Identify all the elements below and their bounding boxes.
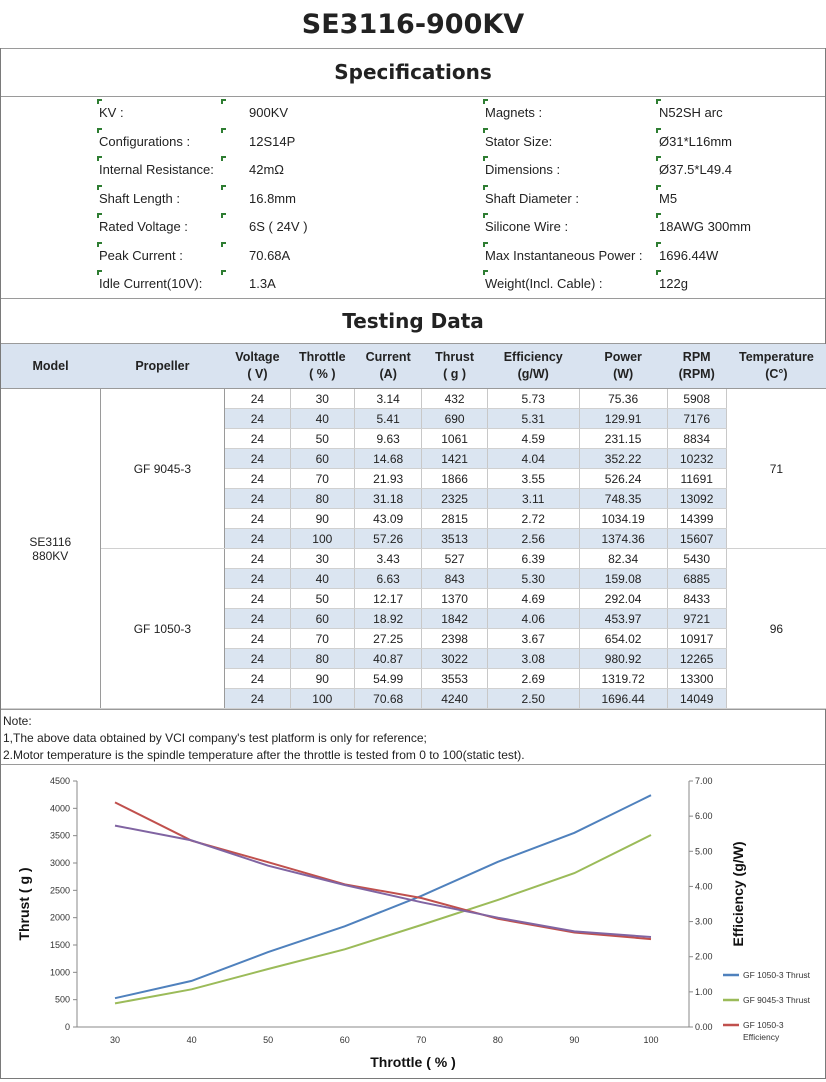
data-cell: 2.72 [487, 509, 579, 529]
data-cell: 3.11 [487, 489, 579, 509]
data-cell: 31.18 [354, 489, 421, 509]
data-cell: 75.36 [579, 389, 667, 409]
column-header [225, 344, 290, 389]
x-tick-label: 70 [416, 1035, 427, 1045]
data-cell: 9721 [667, 609, 726, 629]
data-cell: 980.92 [579, 649, 667, 669]
spec-value-left-1: 12S14P [249, 133, 296, 149]
series-line-1 [115, 835, 651, 1003]
column-header [487, 344, 579, 389]
data-cell: 70 [290, 629, 354, 649]
column-header-label: Power [604, 350, 642, 364]
legend-label: GF 1050-3 Thrust [743, 970, 810, 980]
y2-tick-label: 6.00 [695, 811, 713, 822]
column-header-unit: (C°) [765, 367, 788, 381]
data-cell: 24 [225, 389, 290, 409]
cell-marker-icon [97, 213, 102, 218]
data-cell: 30 [290, 549, 354, 569]
cell-marker-icon [221, 156, 226, 161]
data-cell: 13092 [667, 489, 726, 509]
data-cell: 3553 [422, 669, 487, 689]
data-cell: 24 [225, 489, 290, 509]
data-cell: 432 [422, 389, 487, 409]
data-cell: 50 [290, 429, 354, 449]
data-cell: 40 [290, 409, 354, 429]
data-cell: 27.25 [354, 629, 421, 649]
data-cell: 527 [422, 549, 487, 569]
spec-label-right-4: Silicone Wire : [485, 219, 569, 234]
y-tick-label: 4500 [49, 776, 70, 786]
model-name: SE3116 [29, 534, 72, 549]
model-kv: 880KV [32, 548, 69, 563]
data-cell: 90 [290, 509, 354, 529]
legend-label: Efficiency [743, 1032, 780, 1042]
data-cell: 1061 [422, 429, 487, 449]
cell-marker-icon [221, 99, 226, 104]
data-cell: 3.14 [354, 389, 421, 409]
spec-value-right-1: Ø31*L16mm [659, 133, 732, 149]
y-tick-label: 0 [64, 1022, 70, 1032]
cell-marker-icon [483, 185, 488, 190]
data-cell: 5.41 [354, 409, 421, 429]
data-cell: 40 [290, 569, 354, 589]
data-cell: 1421 [422, 449, 487, 469]
data-cell: 1034.19 [579, 509, 667, 529]
spec-value-right-5: 1696.44W [659, 247, 719, 263]
data-cell: 5430 [667, 549, 726, 569]
spec-label-right-1: Stator Size: [485, 133, 553, 149]
column-header-label: RPM [682, 350, 711, 364]
data-cell: 2.50 [487, 689, 579, 709]
spec-label-left-6: Idle Current(10V): [99, 276, 203, 291]
cell-marker-icon [97, 128, 102, 133]
data-cell: 453.97 [579, 609, 667, 629]
y-tick-label: 3500 [49, 830, 70, 841]
column-header-label: Temperature [739, 350, 814, 364]
data-cell: 2325 [422, 489, 487, 509]
data-cell: 1866 [422, 469, 487, 489]
spec-value-left-6: 1.3A [249, 276, 276, 291]
data-cell: 54.99 [354, 669, 421, 689]
cell-marker-icon [656, 99, 661, 104]
data-cell: 3.55 [487, 469, 579, 489]
spec-value-right-3: M5 [659, 190, 678, 206]
data-cell: 24 [225, 689, 290, 709]
column-header [100, 344, 225, 389]
cell-marker-icon [221, 128, 226, 133]
data-cell: 690 [422, 409, 487, 429]
data-cell: 18.92 [354, 609, 421, 629]
y2-tick-label: 2.00 [695, 951, 713, 962]
data-cell: 4.69 [487, 589, 579, 609]
column-header [354, 344, 421, 389]
spec-label-left-5: Peak Current : [99, 247, 183, 263]
data-cell: 24 [225, 409, 290, 429]
column-header-unit: (RPM) [678, 367, 715, 381]
data-cell: 70.68 [354, 689, 421, 709]
notes-title: Note: [3, 714, 32, 728]
spec-label-right-5: Max Instantaneous Power : [485, 247, 643, 263]
data-cell: 14.68 [354, 449, 421, 469]
data-cell: 1374.36 [579, 529, 667, 549]
data-cell: 292.04 [579, 589, 667, 609]
cell-marker-icon [97, 156, 102, 161]
cell-marker-icon [221, 242, 226, 247]
data-cell: 843 [422, 569, 487, 589]
legend-label: GF 1050-3 [743, 1020, 784, 1030]
data-cell: 6885 [667, 569, 726, 589]
cell-marker-icon [221, 270, 226, 275]
data-cell: 352.22 [579, 449, 667, 469]
data-cell: 30 [290, 389, 354, 409]
y-tick-label: 1500 [49, 940, 70, 950]
data-cell: 1319.72 [579, 669, 667, 689]
series-line-3 [115, 826, 651, 937]
cell-marker-icon [483, 242, 488, 247]
cell-marker-icon [483, 99, 488, 104]
data-cell: 4240 [422, 689, 487, 709]
column-header [579, 344, 667, 389]
cell-marker-icon [221, 213, 226, 218]
spec-value-left-0: 900KV [249, 105, 289, 120]
x-tick-label: 60 [339, 1035, 350, 1045]
cell-marker-icon [483, 156, 488, 161]
data-cell: 57.26 [354, 529, 421, 549]
data-cell: 60 [290, 449, 354, 469]
column-header [290, 344, 354, 389]
data-cell: 2398 [422, 629, 487, 649]
x-axis-title: Throttle ( % ) [370, 1054, 456, 1070]
data-cell: 24 [225, 549, 290, 569]
data-cell: 3513 [422, 529, 487, 549]
x-tick-label: 50 [263, 1035, 274, 1045]
thrust-efficiency-chart [1, 765, 825, 1077]
cell-marker-icon [483, 128, 488, 133]
cell-marker-icon [483, 270, 488, 275]
spec-label-right-3: Shaft Diameter : [485, 190, 579, 206]
testing-data-table [1, 344, 826, 709]
data-cell: 1842 [422, 609, 487, 629]
temperature-cell: 71 [726, 389, 826, 549]
column-header-label: Thrust [435, 350, 475, 364]
column-header-label: Model [32, 358, 69, 373]
data-cell: 1696.44 [579, 689, 667, 709]
data-cell: 748.35 [579, 489, 667, 509]
column-header-label: Efficiency [503, 350, 563, 364]
notes-section [1, 709, 825, 765]
spec-value-right-0: N52SH arc [659, 105, 723, 120]
column-header [422, 344, 487, 389]
data-cell: 10232 [667, 449, 726, 469]
y2-tick-label: 0.00 [695, 1022, 713, 1032]
spec-label-left-4: Rated Voltage : [99, 219, 188, 234]
cell-marker-icon [656, 213, 661, 218]
data-cell: 14049 [667, 689, 726, 709]
column-header-unit: (W) [613, 367, 634, 381]
data-cell: 24 [225, 569, 290, 589]
data-cell: 7176 [667, 409, 726, 429]
cell-marker-icon [97, 242, 102, 247]
page-title: SE3116-900KV [0, 0, 826, 49]
data-cell: 2.69 [487, 669, 579, 689]
cell-marker-icon [97, 270, 102, 275]
spec-value-right-4: 18AWG 300mm [659, 219, 751, 234]
data-cell: 654.02 [579, 629, 667, 649]
data-cell: 100 [290, 529, 354, 549]
spec-value-left-2: 42mΩ [249, 162, 285, 177]
x-tick-label: 30 [109, 1035, 121, 1045]
data-cell: 3.43 [354, 549, 421, 569]
testing-data-heading: Testing Data [1, 299, 825, 344]
column-header-unit: ( % ) [309, 367, 336, 381]
data-cell: 5908 [667, 389, 726, 409]
data-cell: 24 [225, 669, 290, 689]
x-tick-label: 100 [643, 1035, 659, 1045]
data-cell: 24 [225, 529, 290, 549]
spec-label-left-1: Configurations : [99, 133, 191, 149]
temperature-cell: 96 [726, 549, 826, 709]
spec-value-left-4: 6S ( 24V ) [249, 219, 308, 234]
x-tick-label: 90 [569, 1035, 580, 1045]
spec-value-left-5: 70.68A [249, 247, 291, 263]
data-cell: 4.59 [487, 429, 579, 449]
data-cell: 3022 [422, 649, 487, 669]
spec-label-left-3: Shaft Length : [99, 190, 180, 206]
spec-label-left-2: Internal Resistance: [99, 162, 214, 177]
cell-marker-icon [221, 185, 226, 190]
data-cell: 43.09 [354, 509, 421, 529]
spec-label-right-6: Weight(Incl. Cable) : [485, 276, 603, 291]
data-cell: 5.30 [487, 569, 579, 589]
data-cell: 8834 [667, 429, 726, 449]
data-cell: 24 [225, 609, 290, 629]
note-line-1: 1,The above data obtained by VCI company's test platform is only for reference; [3, 731, 427, 745]
note-line-2: 2.Motor temperature is the spindle temperature after the throttle is tested from 0 to 100(static test). [3, 748, 525, 762]
data-cell: 12265 [667, 649, 726, 669]
column-header-label: Voltage [235, 350, 280, 364]
cell-marker-icon [97, 99, 102, 104]
column-header-label: Propeller [135, 358, 190, 373]
model-cell [1, 389, 100, 709]
cell-marker-icon [483, 213, 488, 218]
data-cell: 24 [225, 449, 290, 469]
data-cell: 10917 [667, 629, 726, 649]
y-tick-label: 2000 [49, 912, 70, 923]
data-cell: 12.17 [354, 589, 421, 609]
data-cell: 40.87 [354, 649, 421, 669]
column-header-unit: (g/W) [517, 367, 549, 381]
data-cell: 231.15 [579, 429, 667, 449]
data-cell: 5.31 [487, 409, 579, 429]
column-header-unit: (A) [379, 367, 397, 381]
y2-axis-title: Efficiency (g/W) [730, 841, 746, 947]
spec-value-right-2: Ø37.5*L49.4 [659, 162, 733, 177]
data-cell: 6.39 [487, 549, 579, 569]
data-cell: 24 [225, 649, 290, 669]
data-cell: 24 [225, 509, 290, 529]
data-cell: 9.63 [354, 429, 421, 449]
data-cell: 11691 [667, 469, 726, 489]
data-cell: 60 [290, 609, 354, 629]
data-cell: 13300 [667, 669, 726, 689]
legend-label: GF 9045-3 Thrust [743, 995, 810, 1005]
column-header [1, 344, 100, 389]
y-tick-label: 1000 [49, 967, 70, 978]
data-cell: 70 [290, 469, 354, 489]
y-axis-title: Thrust ( g ) [16, 867, 32, 941]
series-line-0 [115, 795, 651, 998]
data-cell: 159.08 [579, 569, 667, 589]
spec-value-right-6: 122g [659, 276, 688, 291]
data-cell: 24 [225, 589, 290, 609]
spec-label-left-0: KV : [99, 105, 124, 120]
data-cell: 24 [225, 429, 290, 449]
data-cell: 1370 [422, 589, 487, 609]
column-header-label: Current [365, 350, 411, 364]
y-tick-label: 3000 [49, 858, 70, 868]
y-tick-label: 500 [54, 994, 70, 1005]
x-tick-label: 40 [186, 1035, 197, 1045]
series-line-2 [115, 802, 651, 939]
data-cell: 526.24 [579, 469, 667, 489]
data-cell: 5.73 [487, 389, 579, 409]
propeller-cell: GF 9045-3 [100, 389, 225, 549]
cell-marker-icon [656, 156, 661, 161]
data-cell: 4.04 [487, 449, 579, 469]
y-tick-label: 4000 [49, 803, 70, 814]
content-frame [0, 48, 826, 1079]
data-cell: 2.56 [487, 529, 579, 549]
chart-container [1, 765, 825, 1070]
data-cell: 82.34 [579, 549, 667, 569]
column-header-unit: ( V) [247, 367, 268, 381]
cell-marker-icon [656, 128, 661, 133]
data-cell: 4.06 [487, 609, 579, 629]
data-cell: 80 [290, 489, 354, 509]
cell-marker-icon [97, 185, 102, 190]
specifications-panel [1, 97, 825, 299]
cell-marker-icon [656, 242, 661, 247]
column-header [726, 344, 826, 389]
y-tick-label: 2500 [49, 885, 70, 896]
cell-marker-icon [656, 270, 661, 275]
y2-tick-label: 5.00 [695, 846, 713, 857]
data-cell: 24 [225, 629, 290, 649]
data-cell: 80 [290, 649, 354, 669]
spec-value-left-3: 16.8mm [249, 190, 296, 206]
data-cell: 15607 [667, 529, 726, 549]
data-cell: 24 [225, 469, 290, 489]
data-cell: 8433 [667, 589, 726, 609]
table-row [1, 549, 826, 569]
spec-label-right-0: Magnets : [485, 105, 543, 120]
data-cell: 21.93 [354, 469, 421, 489]
x-tick-label: 80 [492, 1035, 503, 1045]
table-header-row [1, 344, 826, 389]
y2-tick-label: 7.00 [695, 776, 713, 786]
y2-tick-label: 4.00 [695, 881, 713, 892]
data-cell: 6.63 [354, 569, 421, 589]
data-cell: 129.91 [579, 409, 667, 429]
data-cell: 100 [290, 689, 354, 709]
column-header-unit: ( g ) [443, 367, 467, 381]
data-cell: 3.08 [487, 649, 579, 669]
column-header [667, 344, 726, 389]
propeller-cell: GF 1050-3 [100, 549, 225, 709]
column-header-label: Throttle [299, 350, 346, 364]
data-cell: 50 [290, 589, 354, 609]
specifications-heading: Specifications [1, 48, 825, 97]
data-cell: 2815 [422, 509, 487, 529]
y2-tick-label: 1.00 [695, 986, 713, 997]
data-cell: 3.67 [487, 629, 579, 649]
y2-tick-label: 3.00 [695, 916, 713, 927]
data-cell: 14399 [667, 509, 726, 529]
cell-marker-icon [656, 185, 661, 190]
table-row [1, 389, 826, 409]
data-cell: 90 [290, 669, 354, 689]
spec-label-right-2: Dimensions : [485, 162, 561, 177]
